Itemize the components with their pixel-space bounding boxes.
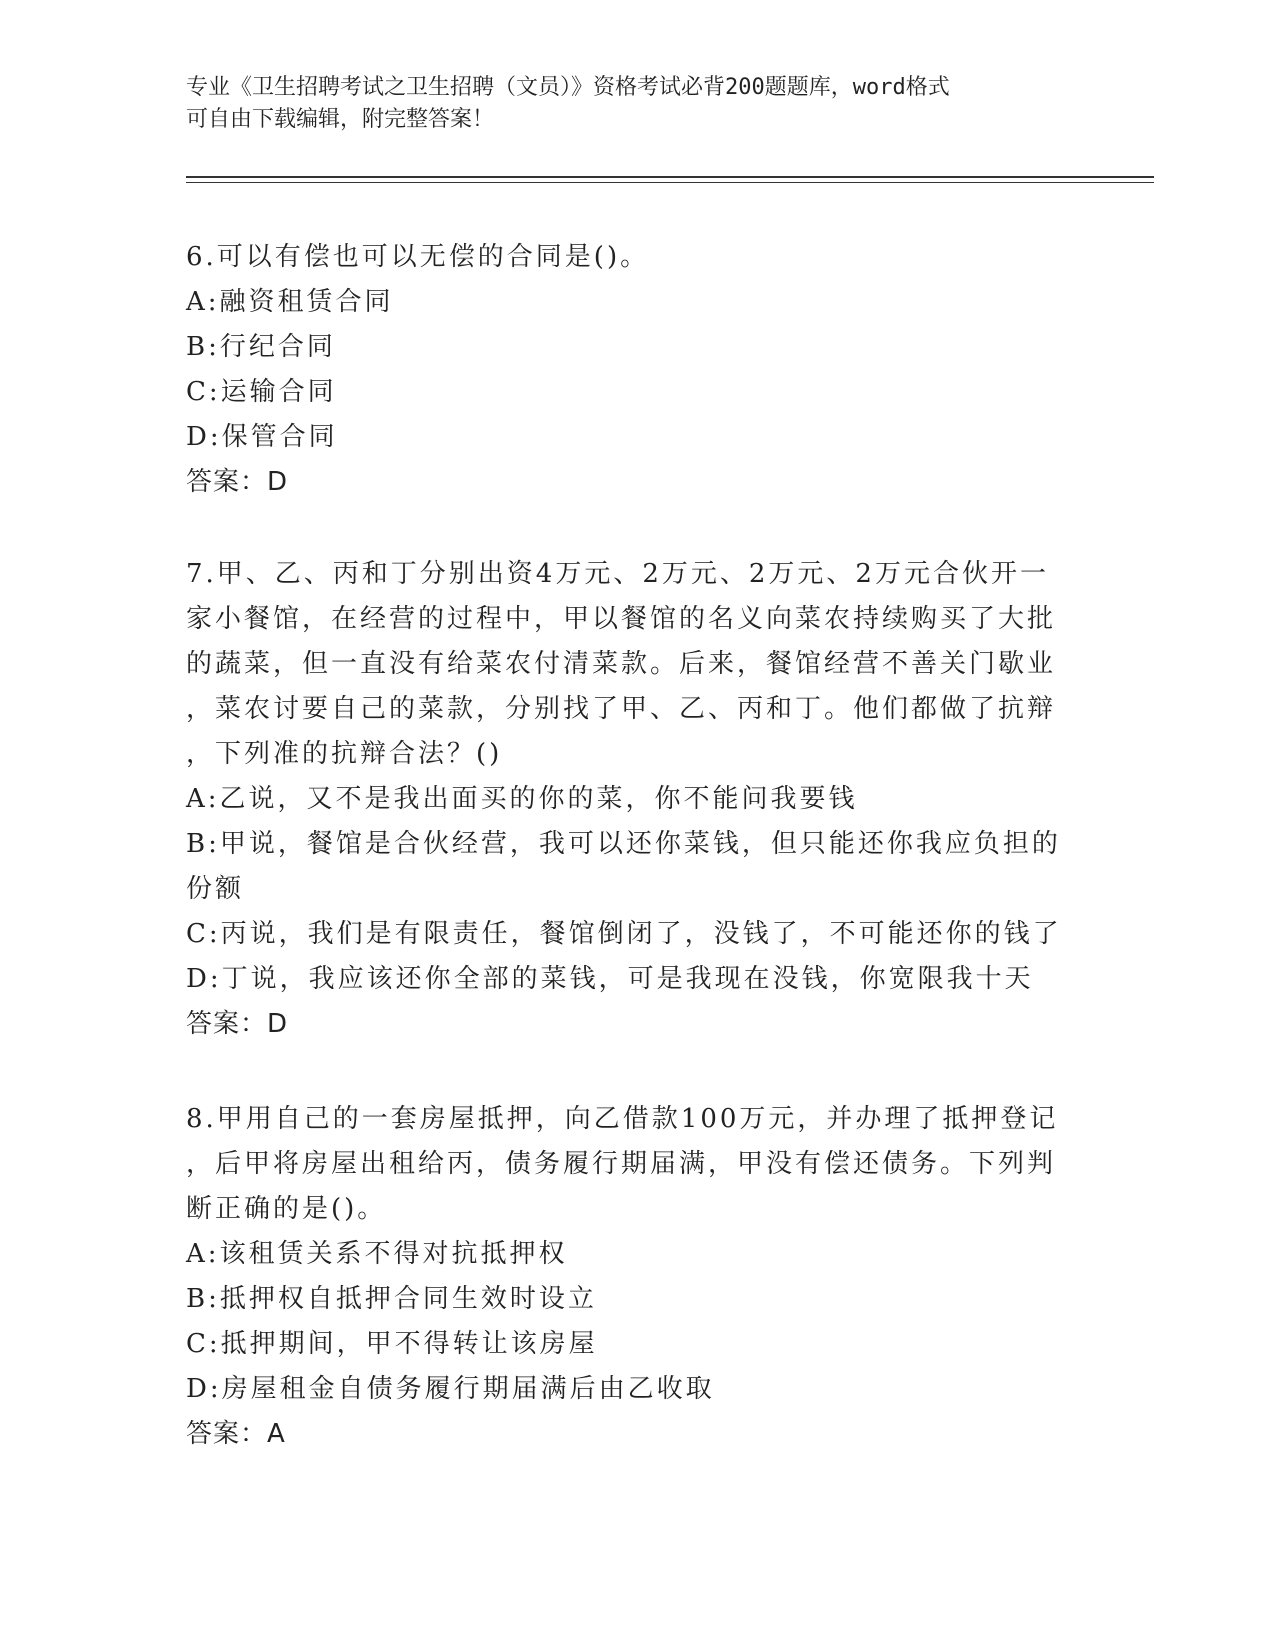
- answer: 答案：D: [186, 1009, 289, 1039]
- question-stem-line: ，下列准的抗辩合法？(): [186, 739, 503, 769]
- header-line-1: 专业《卫生招聘考试之卫生招聘（文员）》资格考试必背200题题库，word格式: [186, 75, 950, 100]
- header-divider-thin: [186, 182, 1154, 183]
- question-stem-line: 的蔬菜，但一直没有给菜农付清菜款。后来，餐馆经营不善关门歇业: [186, 649, 1057, 679]
- option-a: A:融资租赁合同: [186, 287, 394, 317]
- answer: 答案：A: [186, 1419, 286, 1449]
- question-stem-line: 8.甲用自己的一套房屋抵押，向乙借款100万元，并办理了抵押登记: [186, 1104, 1059, 1134]
- question-7: [186, 552, 1066, 1047]
- answer: 答案：D: [186, 467, 289, 497]
- question-stem: 6.可以有偿也可以无偿的合同是()。: [186, 242, 650, 272]
- option-c: C:抵押期间，甲不得转让该房屋: [186, 1329, 598, 1359]
- question-stem-line: 家小餐馆，在经营的过程中，甲以餐馆的名义向菜农持续购买了大批: [186, 604, 1057, 634]
- option-a: A:该租赁关系不得对抗抵押权: [186, 1239, 568, 1269]
- question-6: [186, 235, 1066, 505]
- option-b-continued: 份额: [186, 874, 245, 904]
- option-b: B:抵押权自抵押合同生效时设立: [186, 1284, 597, 1314]
- option-b: B:甲说，餐馆是合伙经营，我可以还你菜钱，但只能还你我应负担的: [186, 829, 1061, 859]
- option-d: D:丁说，我应该还你全部的菜钱，可是我现在没钱，你宽限我十天: [186, 964, 1034, 994]
- header-divider-thick: [186, 176, 1154, 178]
- question-stem-line: 断正确的是()。: [186, 1194, 387, 1224]
- header-line-2: 可自由下载编辑，附完整答案！: [186, 107, 495, 132]
- option-c: C:丙说，我们是有限责任，餐馆倒闭了，没钱了，不可能还你的钱了: [186, 919, 1062, 949]
- option-a: A:乙说，又不是我出面买的你的菜，你不能问我要钱: [186, 784, 858, 814]
- option-d: D:房屋租金自债务履行期届满后由乙收取: [186, 1374, 715, 1404]
- option-c: C:运输合同: [186, 377, 337, 407]
- option-d: D:保管合同: [186, 422, 338, 452]
- option-b: B:行纪合同: [186, 332, 336, 362]
- document-header: [186, 72, 1086, 136]
- question-stem-line: 7.甲、乙、丙和丁分别出资4万元、2万元、2万元、2万元合伙开一: [186, 559, 1049, 589]
- question-stem-line: ，后甲将房屋出租给丙，债务履行期届满，甲没有偿还债务。下列判: [186, 1149, 1057, 1179]
- question-8: [186, 1097, 1066, 1457]
- question-stem-line: ，菜农讨要自己的菜款，分别找了甲、乙、丙和丁。他们都做了抗辩: [186, 694, 1057, 724]
